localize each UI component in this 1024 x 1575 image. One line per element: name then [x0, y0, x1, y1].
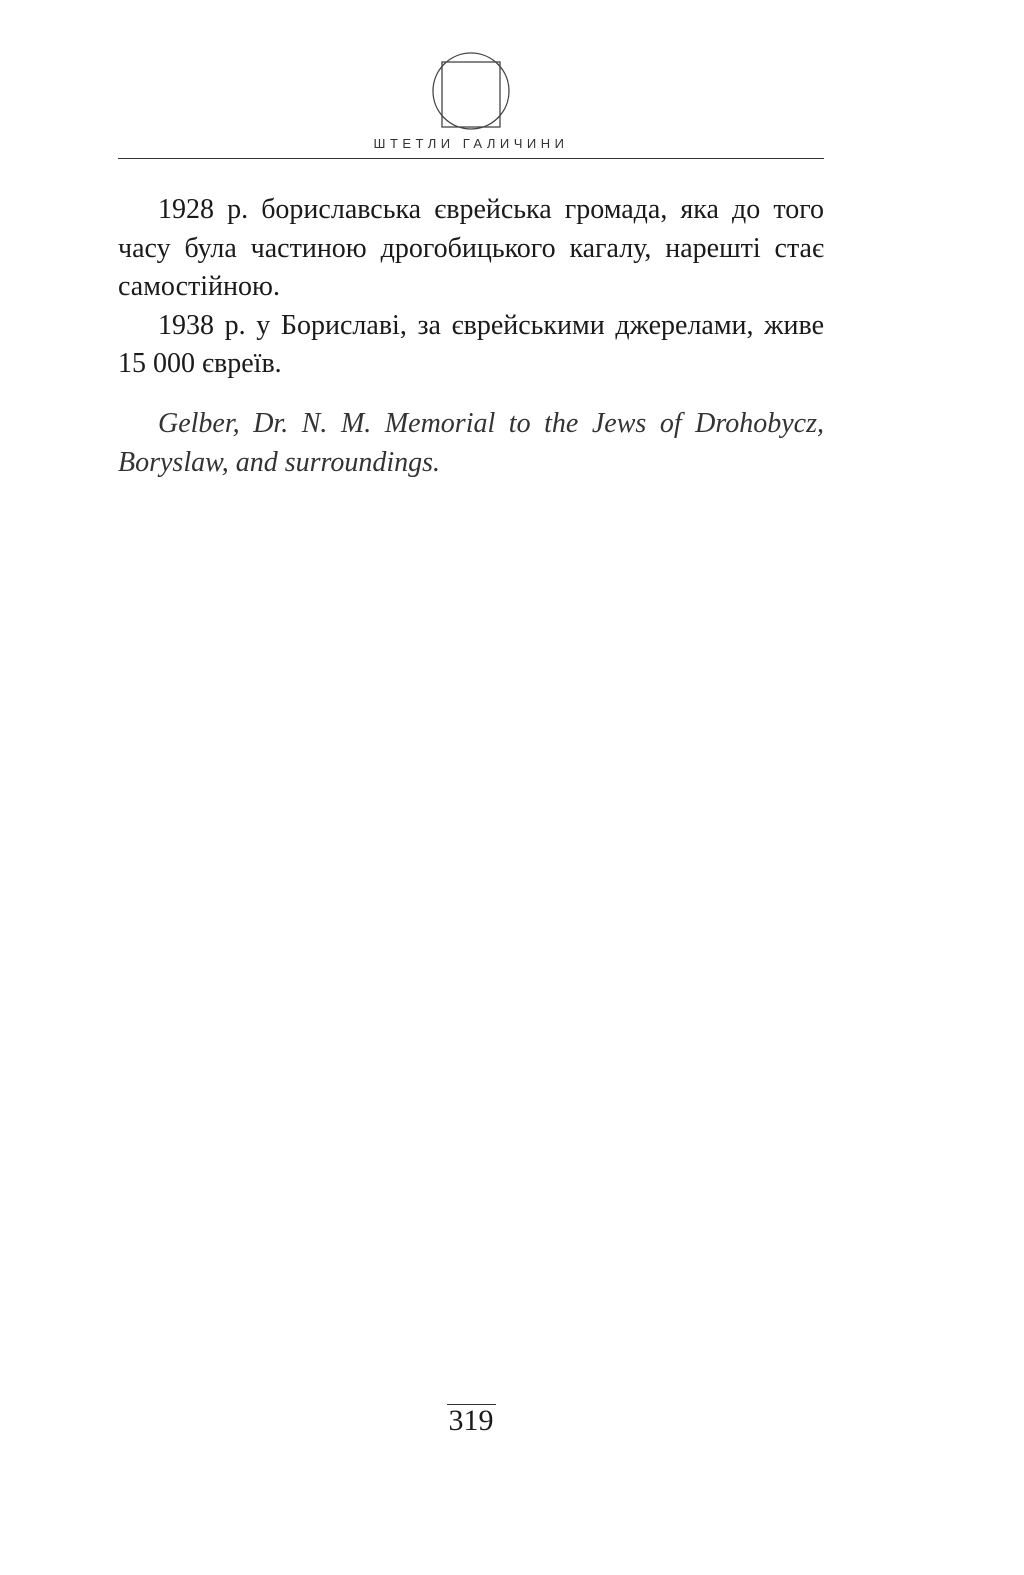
- circle-square-emblem-icon: [430, 50, 512, 132]
- citation: Gelber, Dr. N. M. Memorial to the Jews of Drohobycz, Boryslaw, and surroundings.: [118, 408, 824, 478]
- body-text: [118, 191, 824, 384]
- header-rule: [118, 158, 824, 159]
- page-number-label: 319: [448, 1404, 494, 1437]
- running-head: ШТЕТЛИ ГАЛИЧИНИ: [373, 136, 569, 151]
- paragraph: 1938 р. у Бориславі, за єврейськими джерелами, живе 15 000 євреїв.: [118, 309, 824, 379]
- paragraph: 1928 р. бориславська єврейська громада, яка до того часу була частиною дрогобицького кагалу, нарешті стає самостійною.: [118, 194, 824, 302]
- page-number: [420, 1404, 522, 1438]
